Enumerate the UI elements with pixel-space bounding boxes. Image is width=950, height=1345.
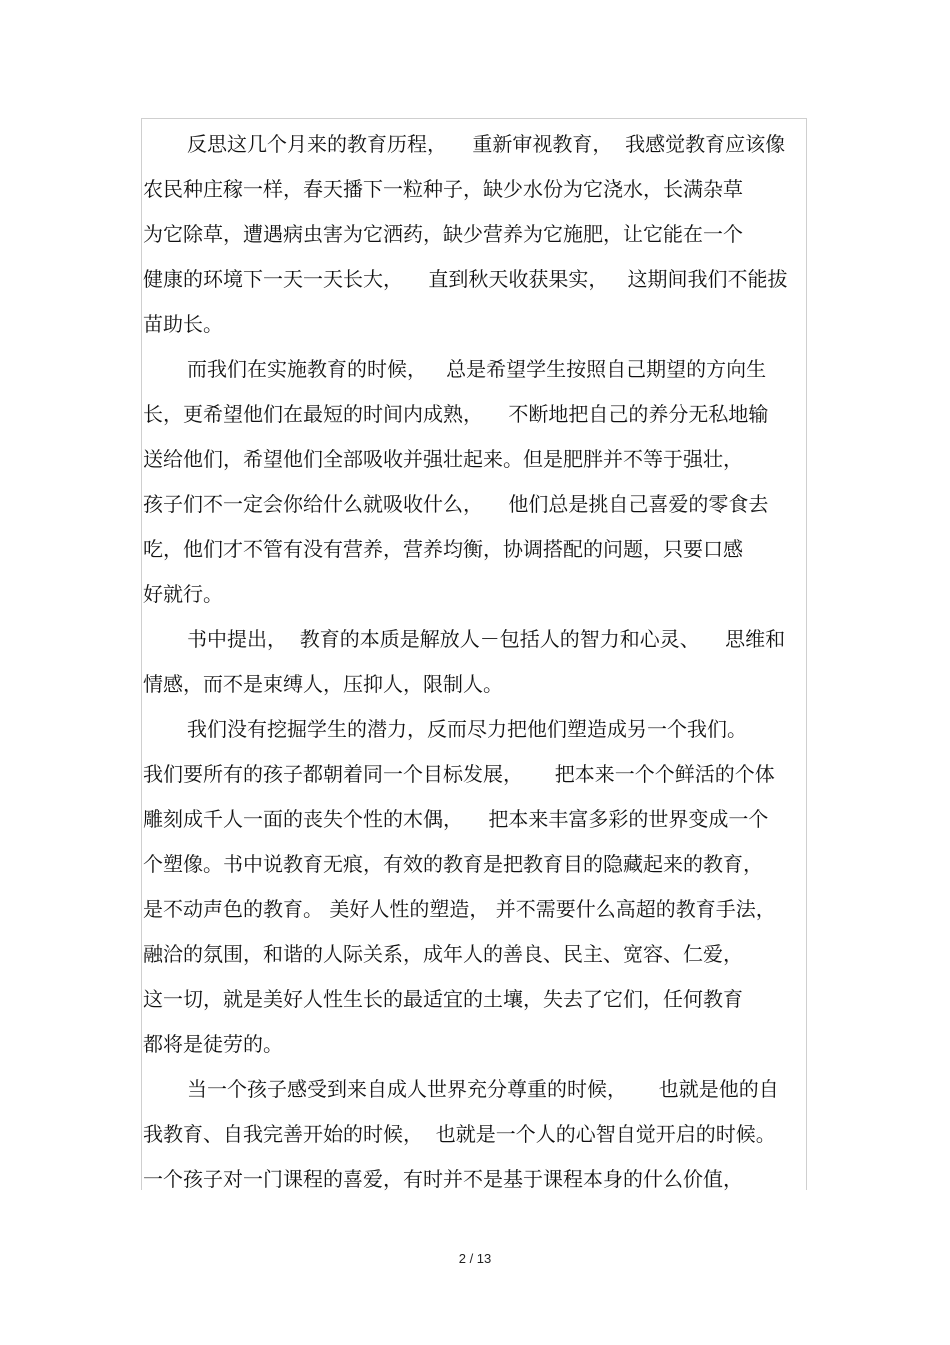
paragraph-line: 这一切，就是美好人性生长的最适宜的土壤，失去了它们，任何教育	[143, 987, 743, 1011]
paragraph-line: 情感，而不是束缚人，压抑人，限制人。	[143, 672, 503, 696]
paragraph-line: 好就行。	[143, 582, 223, 606]
paragraph-line: 健康的环境下一天一天长大， 直到秋天收获果实， 这期间我们不能拔	[143, 267, 788, 291]
paragraph-line: 个塑像。书中说教育无痕，有效的教育是把教育目的隐藏起来的教育，	[143, 852, 763, 876]
paragraph-line: 我们没有挖掘学生的潜力，反而尽力把他们塑造成另一个我们。	[187, 717, 747, 741]
paragraph-line: 是不动声色的教育。 美好人性的塑造， 并不需要什么高超的教育手法，	[143, 897, 776, 921]
paragraph-line: 融洽的氛围，和谐的人际关系，成年人的善良、民主、宽容、仁爱，	[143, 942, 743, 966]
paragraph-line: 我们要所有的孩子都朝着同一个目标发展， 把本来一个个鲜活的个体	[143, 762, 775, 786]
paragraph-line: 送给他们，希望他们全部吸收并强壮起来。但是肥胖并不等于强壮，	[143, 447, 743, 471]
paragraph-line: 一个孩子对一门课程的喜爱，有时并不是基于课程本身的什么价值，	[143, 1167, 743, 1191]
paragraph-line: 为它除草，遭遇病虫害为它洒药，缺少营养为它施肥，让它能在一个	[143, 222, 743, 246]
document-body	[143, 122, 807, 1202]
paragraph-line: 长，更希望他们在最短的时间内成熟， 不断地把自己的养分无私地输	[143, 402, 769, 426]
paragraph-line: 雕刻成千人一面的丧失个性的木偶， 把本来丰富多彩的世界变成一个	[143, 807, 769, 831]
paragraph-line: 我教育、自我完善开始的时候， 也就是一个人的心智自觉开启的时候。	[143, 1122, 776, 1146]
paragraph-line: 孩子们不一定会你给什么就吸收什么， 他们总是挑自己喜爱的零食去	[143, 492, 769, 516]
paragraph-line: 反思这几个月来的教育历程， 重新审视教育， 我感觉教育应该像	[187, 132, 786, 156]
paragraph-line: 而我们在实施教育的时候， 总是希望学生按照自己期望的方向生	[187, 357, 767, 381]
paragraph-line: 农民种庄稼一样，春天播下一粒种子，缺少水份为它浇水，长满杂草	[143, 177, 743, 201]
paragraph-line: 吃，他们才不管有没有营养，营养均衡，协调搭配的问题，只要口感	[143, 537, 743, 561]
paragraph-line: 苗助长。	[143, 312, 223, 336]
paragraph-line: 都将是徒劳的。	[143, 1032, 283, 1056]
page-number: 2 / 13	[458, 1251, 492, 1266]
paragraph-line: 书中提出， 教育的本质是解放人－包括人的智力和心灵、 思维和	[187, 627, 786, 651]
paragraph-line: 当一个孩子感受到来自成人世界充分尊重的时候， 也就是他的自	[187, 1077, 779, 1101]
